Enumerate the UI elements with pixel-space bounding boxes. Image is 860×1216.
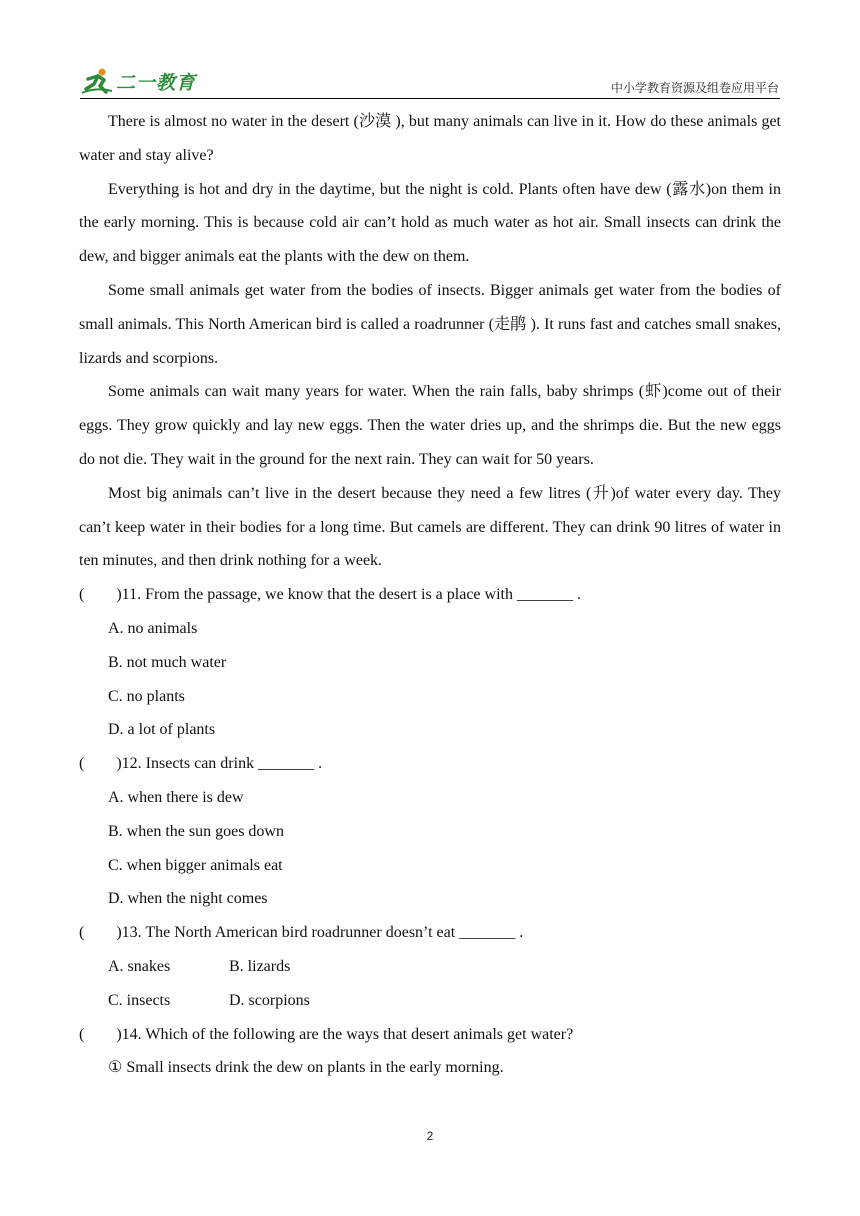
question-13-option-a: A. snakes <box>108 957 171 975</box>
question-13-option-b: B. lizards <box>229 957 291 975</box>
page-number: 2 <box>426 1129 434 1143</box>
question-11-option-c: C. no plants <box>108 687 185 705</box>
page-content <box>79 105 781 1085</box>
question-12-option-c: C. when bigger animals eat <box>108 856 283 874</box>
question-13-stem: ( )13. The North American bird roadrunner doesn’t eat _______ . <box>79 924 524 942</box>
logo-text: 二一教育 <box>116 71 197 94</box>
question-13-options-row <box>79 950 781 984</box>
platform-name: 中小学教育资源及组卷应用平台 <box>610 81 779 95</box>
passage-paragraph: Everything is hot and dry in the daytime, but the night is cold. Plants often have dew (露水)on them in the early morning. This is because cold air can’t hold as much water as hot air. Small insects can drink the dew, and bigger animals eat the plants with the dew on them. <box>79 180 781 266</box>
question-12-stem: ( )12. Insects can drink _______ . <box>79 755 323 773</box>
question-14-stem: ( )14. Which of the following are the ways that desert animals get water? <box>79 1025 574 1043</box>
header-divider <box>80 98 780 99</box>
question-12-option-d: D. when the night comes <box>108 890 268 908</box>
passage-paragraph: There is almost no water in the desert (沙漠 ), but many animals can live in it. How do these animals get water and stay alive? <box>79 113 781 164</box>
page-header <box>0 0 860 100</box>
question-13-option-d: D. scorpions <box>229 991 310 1009</box>
question-12-option-a: A. when there is dew <box>108 788 244 806</box>
question-12-option-b: B. when the sun goes down <box>108 822 284 840</box>
passage-paragraph: Some small animals get water from the bodies of insects. Bigger animals get water from the bodies of small animals. This North American bird is called a roadrunner (走鹃 ). It runs fast and catches small snakes, lizards and scorpions. <box>79 281 781 367</box>
logo <box>80 66 196 96</box>
runner-logo-icon <box>80 67 114 95</box>
question-11-option-a: A. no animals <box>108 619 198 637</box>
question-11-option-d: D. a lot of plants <box>108 721 216 739</box>
question-11-option-b: B. not much water <box>108 653 227 671</box>
question-14-statement-1: ① Small insects drink the dew on plants in the early morning. <box>108 1059 504 1077</box>
question-13-option-c: C. insects <box>108 991 171 1009</box>
question-13-options-row <box>79 984 781 1018</box>
question-11-stem: ( )11. From the passage, we know that the desert is a place with _______ . <box>79 586 581 604</box>
passage-paragraph: Most big animals can’t live in the desert because they need a few litres (升)of water every day. They can’t keep water in their bodies for a long time. But camels are different. They can drink 90 litres of water in ten minutes, and then drink nothing for a week. <box>79 484 781 570</box>
passage-paragraph: Some animals can wait many years for water. When the rain falls, baby shrimps (虾)come out of their eggs. They grow quickly and lay new eggs. Then the water dries up, and the shrimps die. But the new eggs do not die. They wait in the ground for the next rain. They can wait for 50 years. <box>79 383 782 468</box>
